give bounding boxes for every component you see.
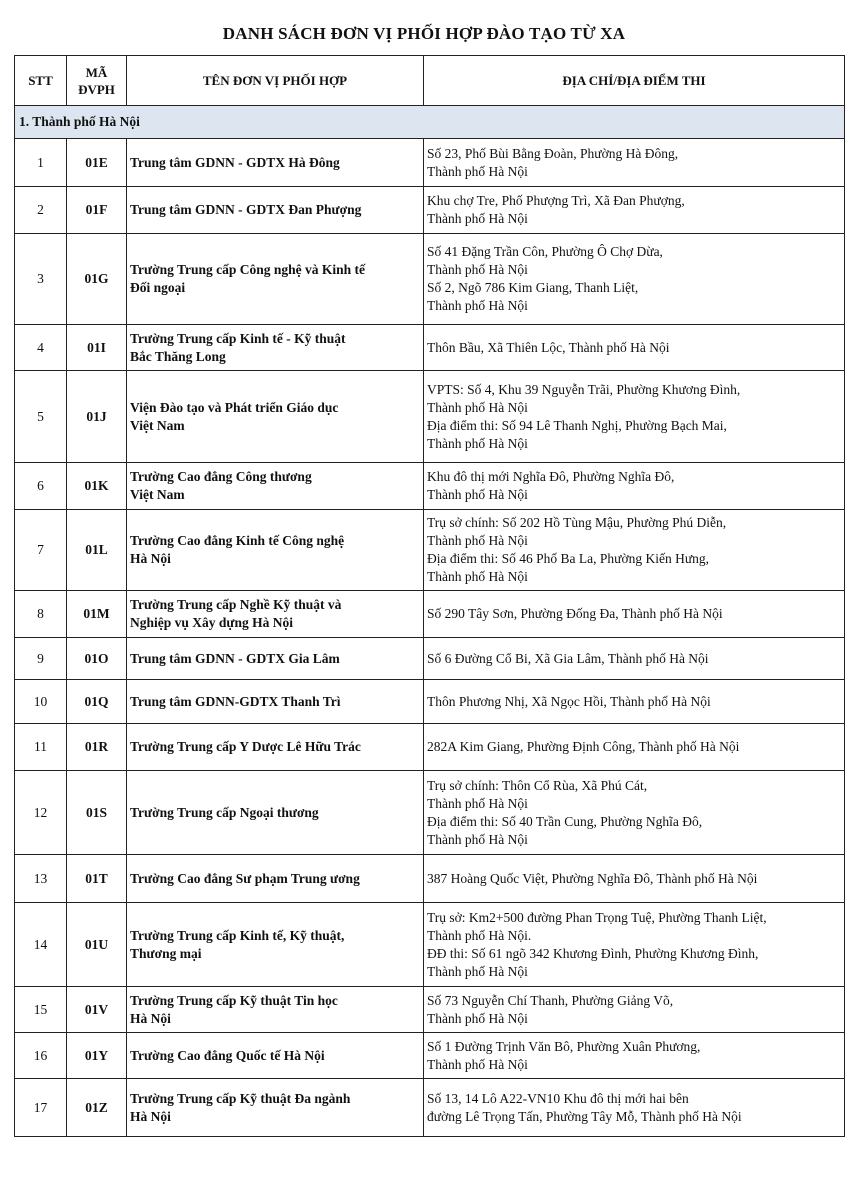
row-stt: 13 bbox=[15, 855, 67, 903]
row-code: 01E bbox=[67, 139, 127, 187]
row-unit-name: Trường Trung cấp Kinh tế, Kỹ thuật, Thương mại bbox=[127, 903, 424, 987]
partner-table bbox=[14, 55, 845, 1137]
row-address: VPTS: Số 4, Khu 39 Nguyễn Trãi, Phường Khương Đình, Thành phố Hà Nội Địa điểm thi: Số 94 Lê Thanh Nghị, Phường Bạch Mai, Thành phố Hà Nội bbox=[424, 371, 845, 463]
section-row bbox=[15, 106, 845, 139]
table-row bbox=[15, 855, 845, 903]
row-stt: 14 bbox=[15, 903, 67, 987]
row-code: 01Y bbox=[67, 1033, 127, 1079]
row-unit-name: Trung tâm GDNN - GDTX Gia Lâm bbox=[127, 638, 424, 680]
table-row bbox=[15, 234, 845, 325]
row-code: 01R bbox=[67, 724, 127, 771]
row-stt: 4 bbox=[15, 325, 67, 371]
row-unit-name: Viện Đào tạo và Phát triển Giáo dục Việt Nam bbox=[127, 371, 424, 463]
row-unit-name: Trường Trung cấp Công nghệ và Kinh tế Đối ngoại bbox=[127, 234, 424, 325]
row-unit-name: Trường Cao đẳng Quốc tế Hà Nội bbox=[127, 1033, 424, 1079]
row-unit-name: Trường Cao đẳng Kinh tế Công nghệ Hà Nội bbox=[127, 510, 424, 591]
row-unit-name: Trường Trung cấp Ngoại thương bbox=[127, 771, 424, 855]
row-code: 01O bbox=[67, 638, 127, 680]
row-address: 387 Hoàng Quốc Việt, Phường Nghĩa Đô, Thành phố Hà Nội bbox=[424, 855, 845, 903]
row-code: 01M bbox=[67, 591, 127, 638]
row-unit-name: Trường Trung cấp Kỹ thuật Đa ngành Hà Nội bbox=[127, 1079, 424, 1137]
table-row bbox=[15, 1033, 845, 1079]
table-row bbox=[15, 724, 845, 771]
row-code: 01U bbox=[67, 903, 127, 987]
table-row bbox=[15, 903, 845, 987]
row-code: 01L bbox=[67, 510, 127, 591]
row-stt: 12 bbox=[15, 771, 67, 855]
row-address: Số 1 Đường Trịnh Văn Bô, Phường Xuân Phương, Thành phố Hà Nội bbox=[424, 1033, 845, 1079]
section-label: 1. Thành phố Hà Nội bbox=[15, 106, 845, 139]
row-stt: 1 bbox=[15, 139, 67, 187]
row-unit-name: Trường Trung cấp Nghề Kỹ thuật và Nghiệp vụ Xây dựng Hà Nội bbox=[127, 591, 424, 638]
row-unit-name: Trường Cao đẳng Công thương Việt Nam bbox=[127, 463, 424, 510]
row-address: Số 290 Tây Sơn, Phường Đống Đa, Thành phố Hà Nội bbox=[424, 591, 845, 638]
page-title: DANH SÁCH ĐƠN VỊ PHỐI HỢP ĐÀO TẠO TỪ XA bbox=[222, 24, 626, 43]
row-code: 01K bbox=[67, 463, 127, 510]
row-code: 01S bbox=[67, 771, 127, 855]
row-stt: 16 bbox=[15, 1033, 67, 1079]
row-unit-name: Trường Cao đẳng Sư phạm Trung ương bbox=[127, 855, 424, 903]
row-stt: 7 bbox=[15, 510, 67, 591]
row-address: Số 23, Phố Bùi Bằng Đoàn, Phường Hà Đông, Thành phố Hà Nội bbox=[424, 139, 845, 187]
row-unit-name: Trường Trung cấp Y Dược Lê Hữu Trác bbox=[127, 724, 424, 771]
table-row bbox=[15, 1079, 845, 1137]
row-code: 01Q bbox=[67, 680, 127, 724]
table-row bbox=[15, 638, 845, 680]
row-code: 01T bbox=[67, 855, 127, 903]
row-address: Trụ sở chính: Số 202 Hồ Tùng Mậu, Phường Phú Diễn, Thành phố Hà Nội Địa điểm thi: Số 46 Phố Ba La, Phường Kiến Hưng, Thành phố Hà Nội bbox=[424, 510, 845, 591]
row-address: Số 41 Đặng Trần Côn, Phường Ô Chợ Dừa, Thành phố Hà Nội Số 2, Ngõ 786 Kim Giang, Thanh Liệt, Thành phố Hà Nội bbox=[424, 234, 845, 325]
table-row bbox=[15, 187, 845, 234]
table-row bbox=[15, 371, 845, 463]
row-stt: 17 bbox=[15, 1079, 67, 1137]
row-address: Khu chợ Tre, Phố Phượng Trì, Xã Đan Phượng, Thành phố Hà Nội bbox=[424, 187, 845, 234]
row-code: 01V bbox=[67, 987, 127, 1033]
row-address: Số 73 Nguyễn Chí Thanh, Phường Giảng Võ, Thành phố Hà Nội bbox=[424, 987, 845, 1033]
row-stt: 15 bbox=[15, 987, 67, 1033]
row-code: 01Z bbox=[67, 1079, 127, 1137]
row-code: 01F bbox=[67, 187, 127, 234]
row-stt: 9 bbox=[15, 638, 67, 680]
row-stt: 5 bbox=[15, 371, 67, 463]
header-address: ĐỊA CHỈ/ĐỊA ĐIỂM THI bbox=[424, 56, 845, 106]
table-row bbox=[15, 139, 845, 187]
table-header-row bbox=[15, 56, 845, 106]
table-row bbox=[15, 325, 845, 371]
row-unit-name: Trung tâm GDNN - GDTX Hà Đông bbox=[127, 139, 424, 187]
table-row bbox=[15, 463, 845, 510]
row-address: Trụ sở chính: Thôn Cổ Rùa, Xã Phú Cát, Thành phố Hà Nội Địa điểm thi: Số 40 Trần Cung, Phường Nghĩa Đô, Thành phố Hà Nội bbox=[424, 771, 845, 855]
row-unit-name: Trường Trung cấp Kỹ thuật Tin học Hà Nội bbox=[127, 987, 424, 1033]
row-address: Số 6 Đường Cổ Bi, Xã Gia Lâm, Thành phố Hà Nội bbox=[424, 638, 845, 680]
row-address: Số 13, 14 Lô A22-VN10 Khu đô thị mới hai bên đường Lê Trọng Tấn, Phường Tây Mỗ, Thành phố Hà Nội bbox=[424, 1079, 845, 1137]
row-address: 282A Kim Giang, Phường Định Công, Thành phố Hà Nội bbox=[424, 724, 845, 771]
row-address: Thôn Phương Nhị, Xã Ngọc Hồi, Thành phố Hà Nội bbox=[424, 680, 845, 724]
row-stt: 6 bbox=[15, 463, 67, 510]
table-row bbox=[15, 510, 845, 591]
row-stt: 2 bbox=[15, 187, 67, 234]
row-stt: 11 bbox=[15, 724, 67, 771]
row-unit-name: Trung tâm GDNN-GDTX Thanh Trì bbox=[127, 680, 424, 724]
table-row bbox=[15, 680, 845, 724]
header-name: TÊN ĐƠN VỊ PHỐI HỢP bbox=[127, 56, 424, 106]
table-row bbox=[15, 987, 845, 1033]
table-row bbox=[15, 771, 845, 855]
row-address: Thôn Bầu, Xã Thiên Lộc, Thành phố Hà Nội bbox=[424, 325, 845, 371]
row-address: Khu đô thị mới Nghĩa Đô, Phường Nghĩa Đô, Thành phố Hà Nội bbox=[424, 463, 845, 510]
table-row bbox=[15, 591, 845, 638]
header-stt: STT bbox=[15, 56, 67, 106]
row-address: Trụ sở: Km2+500 đường Phan Trọng Tuệ, Phường Thanh Liệt, Thành phố Hà Nội. ĐĐ thi: Số 61 ngõ 342 Khương Đình, Phường Khương Đình, Thành phố Hà Nội bbox=[424, 903, 845, 987]
row-code: 01I bbox=[67, 325, 127, 371]
row-code: 01G bbox=[67, 234, 127, 325]
row-stt: 8 bbox=[15, 591, 67, 638]
row-code: 01J bbox=[67, 371, 127, 463]
row-unit-name: Trung tâm GDNN - GDTX Đan Phượng bbox=[127, 187, 424, 234]
row-stt: 3 bbox=[15, 234, 67, 325]
row-stt: 10 bbox=[15, 680, 67, 724]
row-unit-name: Trường Trung cấp Kinh tế - Kỹ thuật Bắc Thăng Long bbox=[127, 325, 424, 371]
header-code: MÃ ĐVPH bbox=[67, 56, 127, 106]
